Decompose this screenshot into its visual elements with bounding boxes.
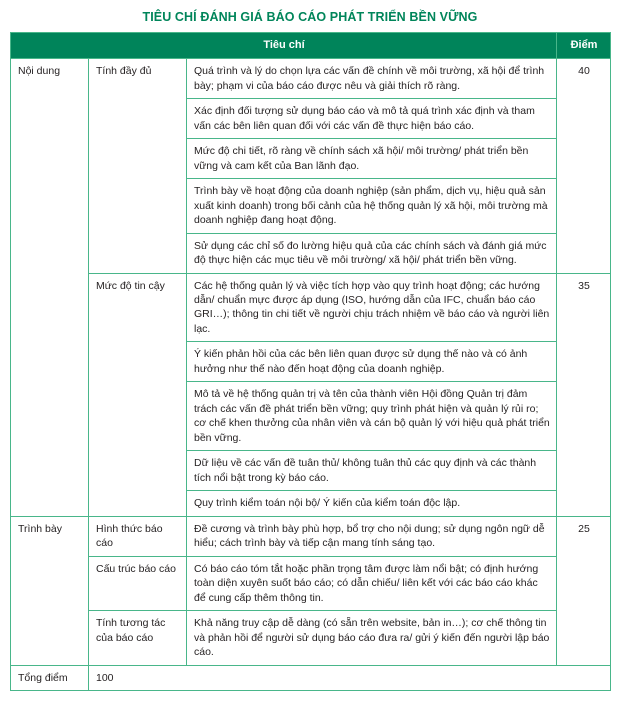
table-row [11,556,611,610]
table-row [11,611,611,665]
table-row [11,59,611,99]
table-header [11,33,611,59]
table-row [11,516,611,556]
score-trinh-bay: 25 [557,516,611,665]
score-tinh-day-du: 40 [557,59,611,273]
criteria-text: Ý kiến phản hồi của các bên liên quan được sử dụng thế nào và có ảnh hưởng như thế nào đến hoạt động của doanh nghiệp. [187,342,557,382]
table-header-row [11,33,611,59]
subgroup-label-hinh-thuc-bao-cao: Hình thức báo cáo [89,516,187,556]
criteria-text: Mô tả về hệ thống quản trị và tên của thành viên Hội đồng Quản trị đảm trách các vấn đề phát triển bền vững; quy trình phát hiện và quản lý rủi ro; cơ chế khen thưởng của nhân viên và cán bộ quản lý với hiệu quả phát triển bền vững. [187,382,557,451]
criteria-text: Xác định đối tượng sử dụng báo cáo và mô tả quá trình xác định và tham vấn các bên liên quan đối với các vấn đề thực hiện báo cáo. [187,99,557,139]
criteria-text: Có báo cáo tóm tắt hoặc phần trọng tâm được làm nổi bật; có định hướng toàn diện xuyên suốt báo cáo; có dẫn chiếu/ liên kết với các báo cáo khác để cung cấp thêm thông tin. [187,556,557,610]
criteria-text: Sử dụng các chỉ số đo lường hiệu quả của các chính sách và đánh giá mức độ thực hiện các mục tiêu về môi trường/ xã hội/ phát triển bền vững. [187,233,557,273]
criteria-text: Khả năng truy cập dễ dàng (có sẵn trên website, bản in…); cơ chế thông tin và phản hồi để người sử dụng báo cáo đưa ra/ gửi ý kiến đến người lập báo cáo. [187,611,557,665]
subgroup-label-cau-truc-bao-cao: Cấu trúc báo cáo [89,556,187,610]
criteria-text: Đề cương và trình bày phù hợp, bổ trợ cho nội dung; sử dụng ngôn ngữ dễ hiểu; cách trình bày và tiếp cận mang tính sáng tạo. [187,516,557,556]
header-criteria: Tiêu chí [11,33,557,59]
criteria-text: Mức độ chi tiết, rõ ràng về chính sách xã hội/ môi trường/ phát triển bền vững và cam kết của Ban lãnh đạo. [187,139,557,179]
group-label-trinh-bay: Trình bày [11,516,89,665]
group-label-noi-dung: Nội dung [11,59,89,517]
table-row-total [11,665,611,690]
criteria-text: Trình bày về hoạt động của doanh nghiệp (sản phẩm, dịch vụ, hiệu quả sản xuất kinh doanh) trong bối cảnh của hệ thống quản lý xã hội, môi trường mà doanh nghiệp đang hoạt động. [187,179,557,233]
criteria-text: Quy trình kiểm toán nội bộ/ Ý kiến của kiểm toán độc lập. [187,491,557,516]
subgroup-label-tinh-day-du: Tính đầy đủ [89,59,187,273]
subgroup-label-tinh-tuong-tac: Tính tương tác của báo cáo [89,611,187,665]
criteria-text: Các hệ thống quản lý và việc tích hợp vào quy trình hoạt động; các hướng dẫn/ chuẩn mực được áp dụng (ISO, hướng dẫn của IFC, chuẩn báo cáo GRI…); thông tin chi tiết về người chịu trách nhiệm về báo cáo và người liên lạc. [187,273,557,342]
header-score: Điểm [557,33,611,59]
criteria-table [10,32,611,691]
criteria-text: Quá trình và lý do chọn lựa các vấn đề chính về môi trường, xã hội để trình bày; phạm vi của báo cáo được nêu và giải thích rõ ràng. [187,59,557,99]
page-title: TIÊU CHÍ ĐÁNH GIÁ BÁO CÁO PHÁT TRIỂN BỀN VỮNG [142,10,478,24]
total-value: 100 [89,665,611,690]
subgroup-label-muc-do-tin-cay: Mức độ tin cậy [89,273,187,516]
table-body [11,59,611,691]
table-row [11,273,611,342]
score-muc-do-tin-cay: 35 [557,273,611,516]
total-label: Tổng điểm [11,665,89,690]
criteria-text: Dữ liệu về các vấn đề tuân thủ/ không tuân thủ các quy định và các thành tích nổi bật trong kỳ báo cáo. [187,451,557,491]
